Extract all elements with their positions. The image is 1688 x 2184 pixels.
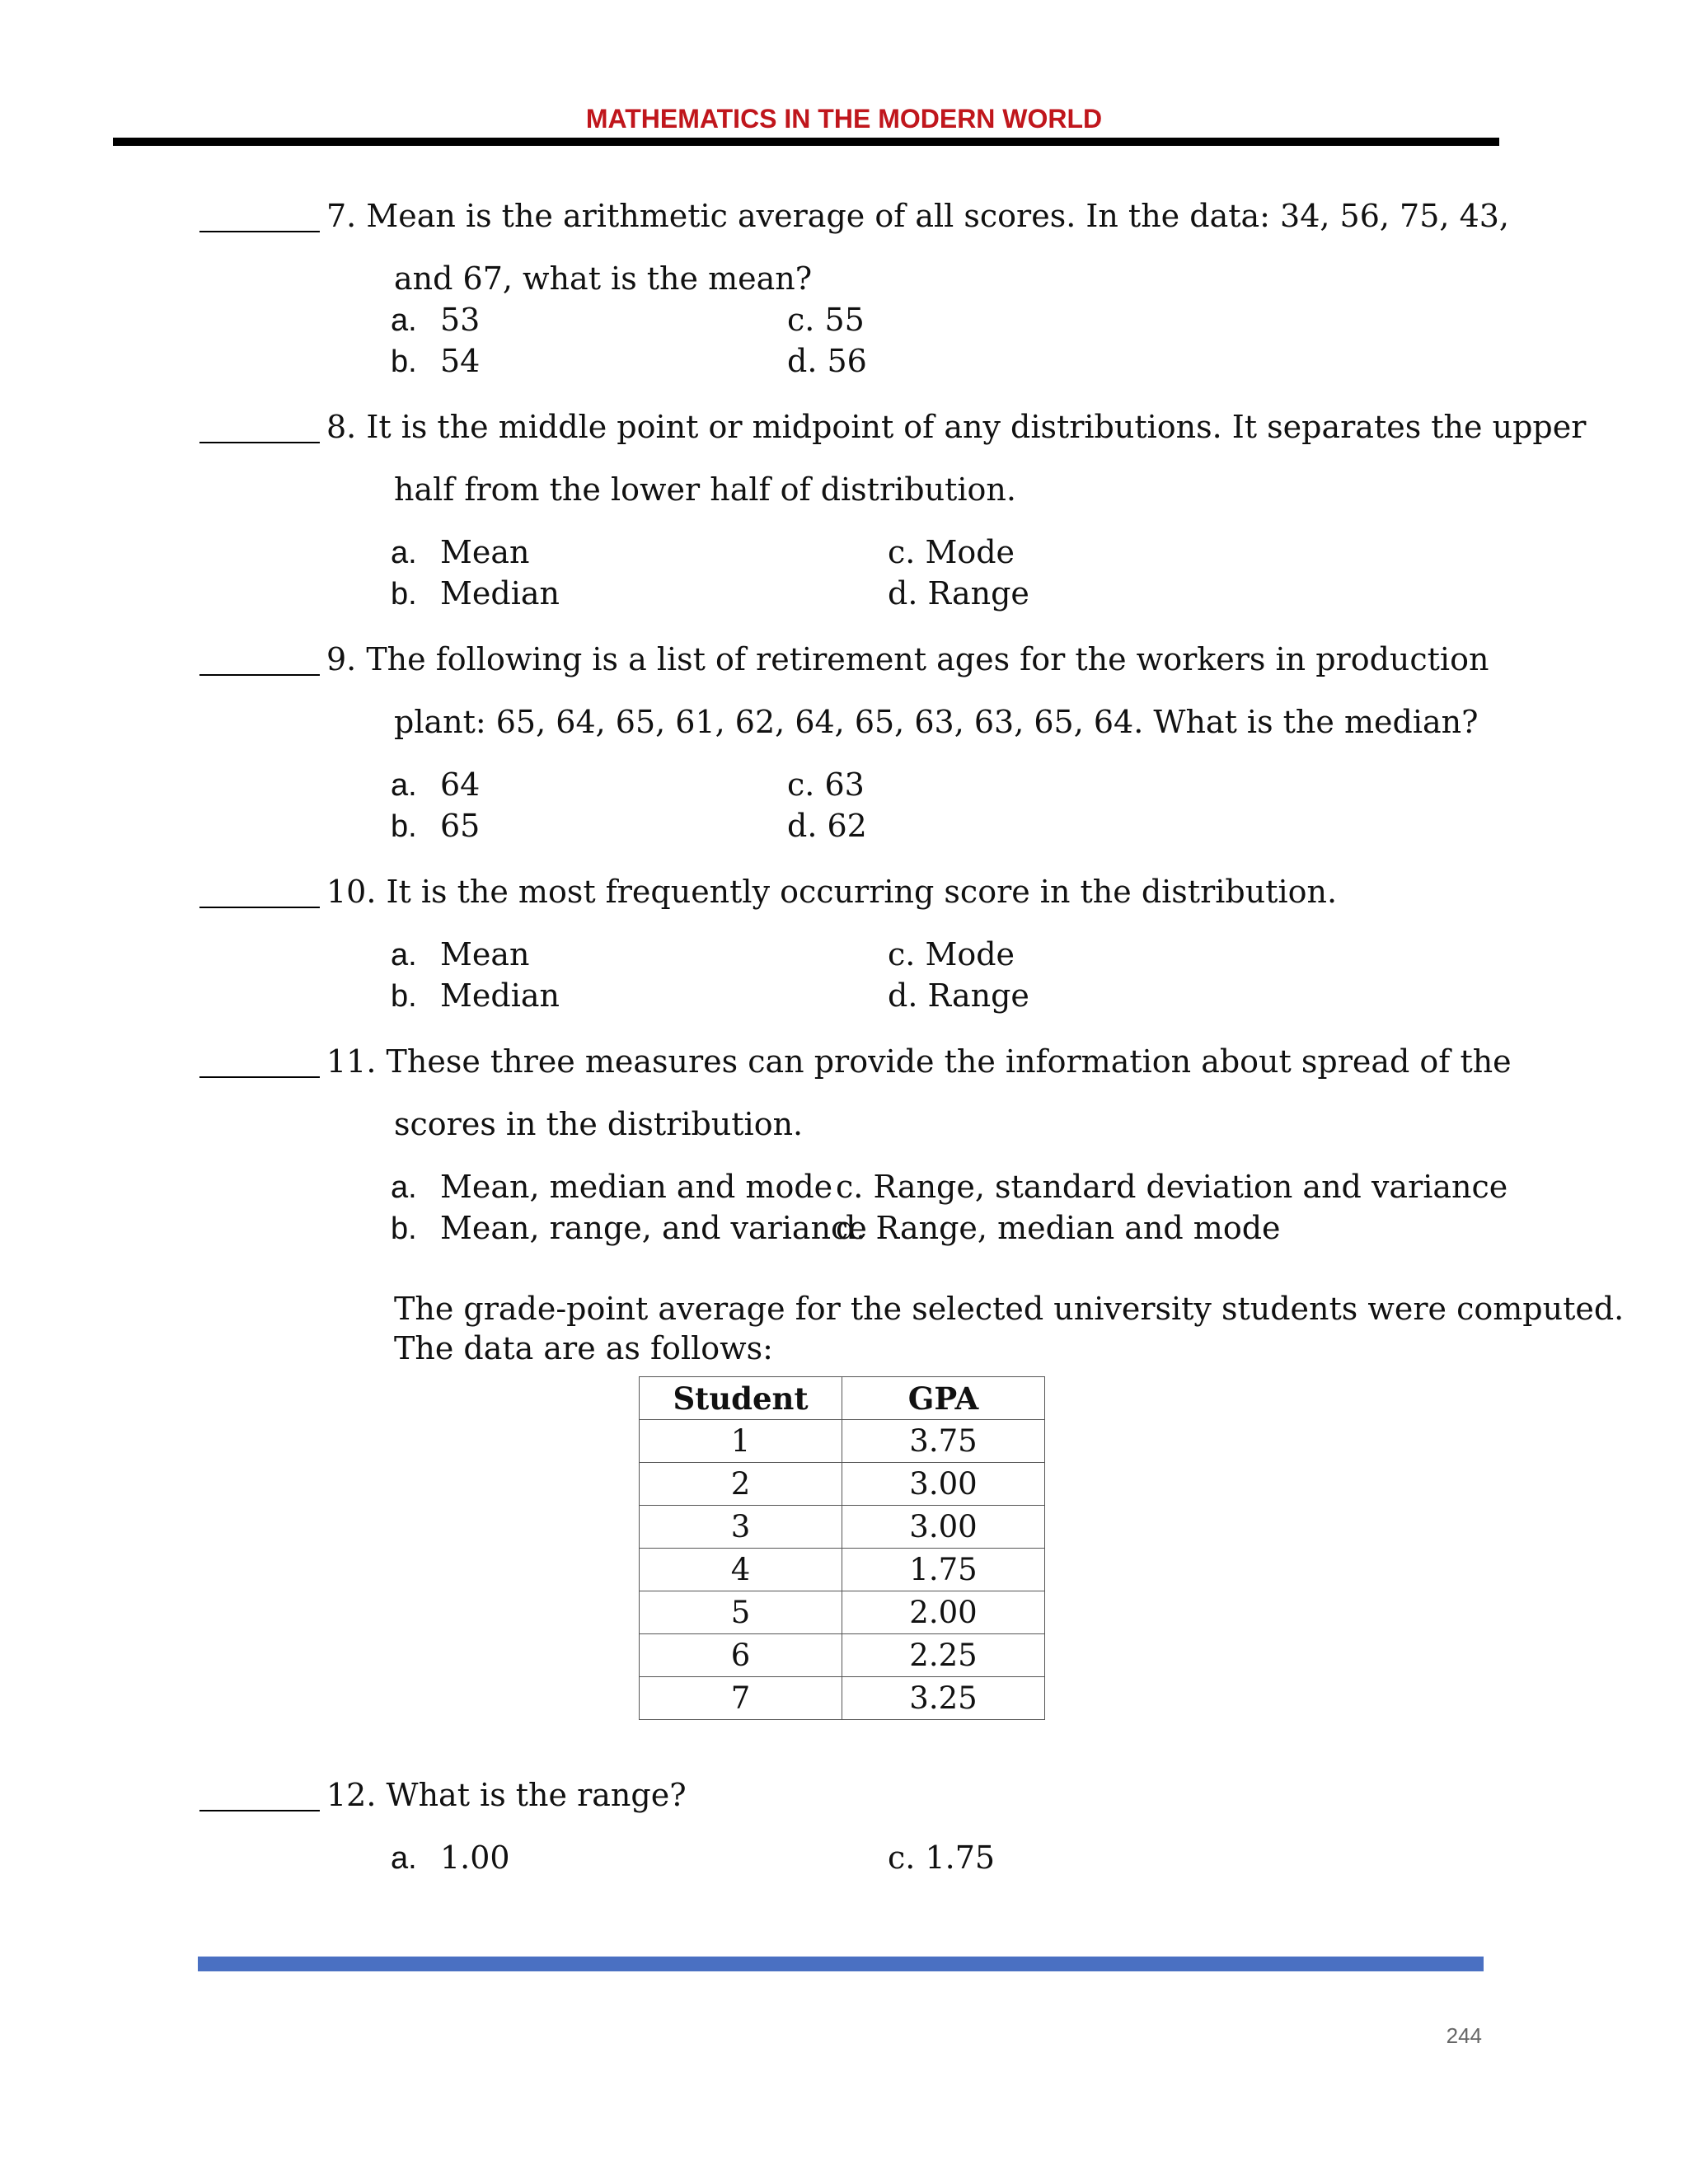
gpa-intro-line2: The data are as follows: — [394, 1330, 773, 1366]
table-row — [640, 1420, 1045, 1463]
answer-blank-12[interactable] — [199, 1810, 320, 1811]
option-letter: b. — [391, 344, 417, 379]
answer-blank-10[interactable] — [199, 907, 320, 908]
option-text: Mean, median and mode — [440, 1169, 833, 1205]
question-8-option-b — [391, 575, 560, 612]
table-row — [640, 1634, 1045, 1677]
footer-rule — [198, 1957, 1484, 1971]
question-11-option-c: c. Range, standard deviation and variance — [836, 1169, 1508, 1205]
gpa-cell: 2.00 — [842, 1591, 1045, 1634]
gpa-table — [639, 1376, 1045, 1720]
question-10-text: 10. It is the most frequently occurring score in the distribution. — [326, 874, 1338, 910]
column-header-gpa: GPA — [842, 1377, 1045, 1420]
gpa-cell: 3.00 — [842, 1506, 1045, 1549]
question-8-text-cont: half from the lower half of distribution. — [394, 471, 1016, 508]
table-row — [640, 1677, 1045, 1720]
question-9-text-cont: plant: 65, 64, 65, 61, 62, 64, 65, 63, 63, 65, 64. What is the median? — [394, 704, 1479, 740]
question-10-option-a — [391, 936, 530, 973]
answer-blank-7[interactable] — [199, 231, 320, 232]
page-number: 244 — [1446, 2023, 1482, 2048]
question-11-text: 11. These three measures can provide the information about spread of the — [326, 1043, 1512, 1080]
question-9-option-a — [391, 766, 480, 804]
option-text: Mean — [440, 534, 530, 570]
question-10-option-d: d. Range — [888, 977, 1029, 1014]
table-header-row — [640, 1377, 1045, 1420]
question-10-option-b — [391, 977, 560, 1015]
option-letter: a. — [391, 938, 417, 972]
table-row — [640, 1506, 1045, 1549]
question-7-option-c: c. 55 — [787, 302, 865, 338]
header-rule — [113, 138, 1499, 146]
option-text: Median — [440, 977, 560, 1014]
question-9-option-b — [391, 808, 480, 845]
question-12-text: 12. What is the range? — [326, 1777, 687, 1813]
option-letter: a. — [391, 768, 417, 803]
question-7-option-b — [391, 343, 480, 380]
question-9-option-d: d. 62 — [787, 808, 867, 844]
question-7-text: 7. Mean is the arithmetic average of all scores. In the data: 34, 56, 75, 43, — [326, 198, 1510, 234]
option-text: Median — [440, 575, 560, 612]
answer-blank-8[interactable] — [199, 442, 320, 443]
question-9-text: 9. The following is a list of retirement ages for the workers in production — [326, 641, 1489, 677]
question-8-option-c: c. Mode — [888, 534, 1015, 570]
option-text: Mean — [440, 936, 530, 972]
option-letter: a. — [391, 536, 417, 570]
option-letter: a. — [391, 303, 417, 338]
question-8-option-d: d. Range — [888, 575, 1029, 612]
gpa-cell: 3.25 — [842, 1677, 1045, 1720]
table-row — [640, 1549, 1045, 1591]
question-11-option-b — [391, 1210, 867, 1247]
column-header-student: Student — [640, 1377, 842, 1420]
student-cell: 7 — [640, 1677, 842, 1720]
question-8-option-a — [391, 534, 530, 571]
option-text: 53 — [440, 302, 481, 338]
option-text: 64 — [440, 766, 481, 803]
student-cell: 4 — [640, 1549, 842, 1591]
question-12-option-c: c. 1.75 — [888, 1840, 996, 1876]
question-7-option-d: d. 56 — [787, 343, 867, 379]
gpa-cell: 2.25 — [842, 1634, 1045, 1677]
option-letter: b. — [391, 979, 417, 1014]
option-text: 54 — [440, 343, 481, 379]
question-7-text-cont: and 67, what is the mean? — [394, 260, 813, 297]
option-letter: a. — [391, 1841, 417, 1876]
gpa-cell: 3.75 — [842, 1420, 1045, 1463]
question-10-option-c: c. Mode — [888, 936, 1015, 972]
page-header-title: MATHEMATICS IN THE MODERN WORLD — [585, 104, 1103, 134]
option-letter: b. — [391, 577, 417, 612]
option-text: 1.00 — [440, 1840, 510, 1876]
question-8-text: 8. It is the middle point or midpoint of any distributions. It separates the upper — [326, 409, 1587, 445]
student-cell: 1 — [640, 1420, 842, 1463]
option-letter: b. — [391, 1212, 417, 1246]
question-7-option-a — [391, 302, 480, 339]
question-12-option-a — [391, 1840, 510, 1877]
question-9-option-c: c. 63 — [787, 766, 865, 803]
option-text: Mean, range, and variance — [440, 1210, 867, 1246]
question-11-text-cont: scores in the distribution. — [394, 1106, 804, 1142]
student-cell: 2 — [640, 1463, 842, 1506]
student-cell: 5 — [640, 1591, 842, 1634]
student-cell: 3 — [640, 1506, 842, 1549]
gpa-intro-line1: The grade-point average for the selected university students were computed. — [394, 1291, 1625, 1327]
gpa-cell: 1.75 — [842, 1549, 1045, 1591]
table-row — [640, 1591, 1045, 1634]
option-letter: a. — [391, 1170, 417, 1205]
question-11-option-a — [391, 1169, 832, 1206]
gpa-cell: 3.00 — [842, 1463, 1045, 1506]
answer-blank-11[interactable] — [199, 1076, 320, 1078]
student-cell: 6 — [640, 1634, 842, 1677]
option-text: 65 — [440, 808, 481, 844]
question-11-option-d: d. Range, median and mode — [836, 1210, 1281, 1246]
option-letter: b. — [391, 809, 417, 844]
answer-blank-9[interactable] — [199, 674, 320, 676]
table-row — [640, 1463, 1045, 1506]
